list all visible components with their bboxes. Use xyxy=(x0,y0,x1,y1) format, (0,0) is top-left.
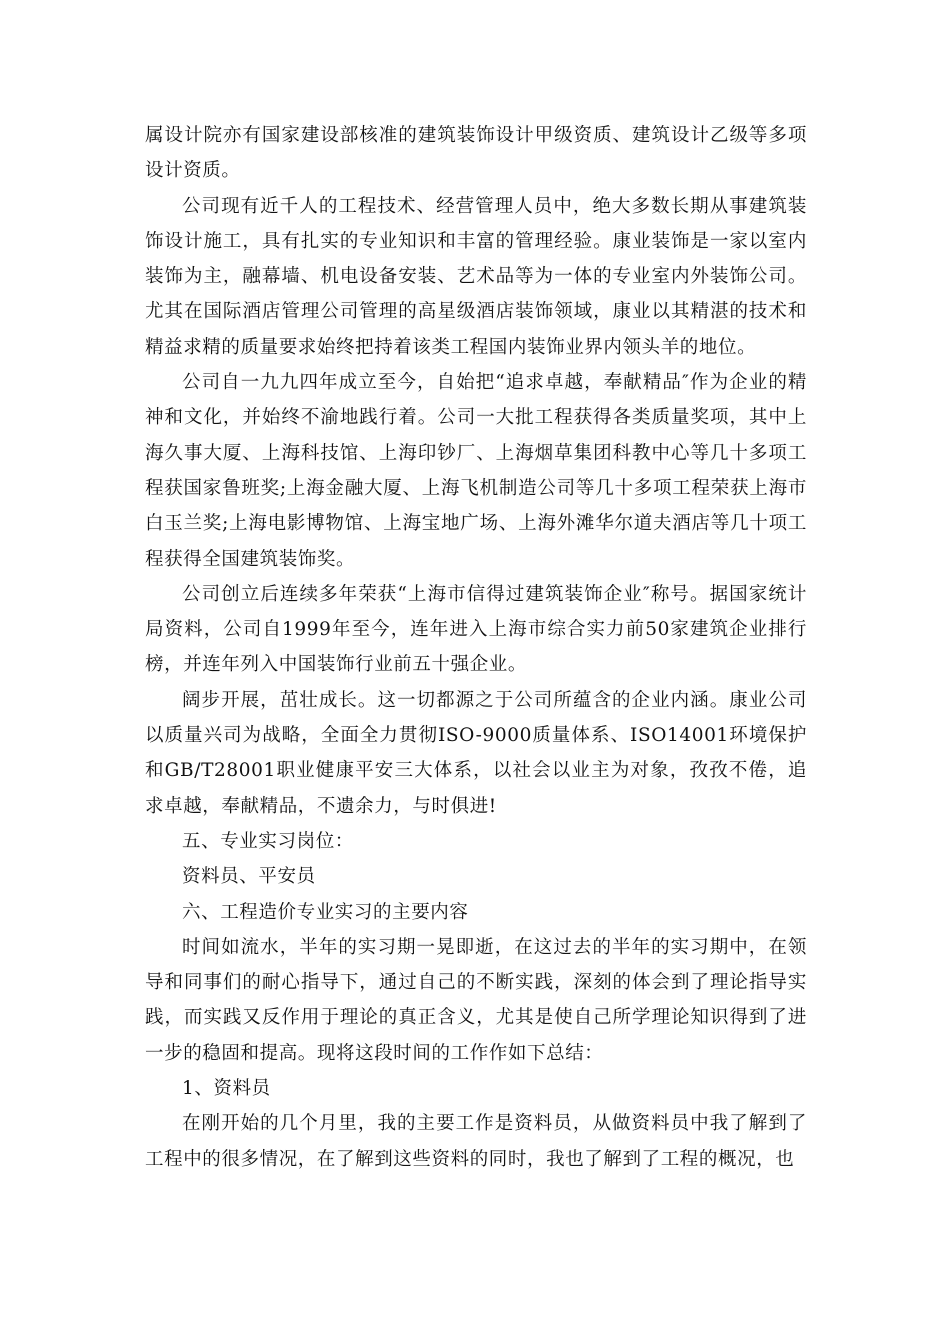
document-body xyxy=(145,118,807,1177)
paragraph-history: 公司自一九九四年成立至今，自始把“追求卓越，奉献精品″作为企业的精神和文化，并始终不渝地践行着。公司一大批工程获得各类质量奖项，其中上海久事大厦、上海科技馆、上海印钞厂、上海烟草集团科教中心等几十多项工程获国家鲁班奖;上海金融大厦、上海飞机制造公司等几十多项工程荣获上海市白玉兰奖;上海电影博物馆、上海宝地广场、上海外滩华尔道夫酒店等几十项工程获得全国建筑装饰奖。 xyxy=(145,372,807,570)
heading-internship-position: 五、专业实习岗位： xyxy=(182,830,354,852)
paragraph-qualifications: 属设计院亦有国家建设部核准的建筑装饰设计甲级资质、建筑设计乙级等多项设计资质。 xyxy=(145,125,807,182)
heading-document-clerk: 1、资料员 xyxy=(182,1078,271,1100)
paragraph-staff: 公司现有近千人的工程技术、经营管理人员中，绝大多数长期从事建筑装饰设计施工，具有扎实的专业知识和丰富的管理经验。康业装饰是一家以室内装饰为主，融幕墙、机电设备安装、艺术品等为一体的专业室内外装饰公司。尤其在国际酒店管理公司管理的高星级酒店装饰领域，康业以其精湛的技术和精益求精的质量要求始终把持着该类工程国内装饰业界内领头羊的地位。 xyxy=(145,195,807,358)
paragraph-positions: 资料员、平安员 xyxy=(182,866,316,888)
paragraph-summary: 时间如流水，半年的实习期一晃即逝，在这过去的半年的实习期中，在领导和同事们的耐心指导下，通过自己的不断实践，深刻的体会到了理论指导实践，而实践又反作用于理论的真正含义，尤其是使自己所学理论知识得到了进一步的稳固和提高。现将这段时间的工作作如下总结： xyxy=(145,936,807,1064)
paragraph-quality: 阔步开展，茁壮成长。这一切都源之于公司所蕴含的企业内涵。康业公司以质量兴司为战略，全面全力贯彻ISO-9000质量体系、ISO14001环境保护和GB/T28001职业健康平安三大体系，以社会以业主为对象，孜孜不倦，追求卓越，奉献精品，不遗余力，与时俱进! xyxy=(145,689,807,817)
paragraph-honors: 公司创立后连续多年荣获“上海市信得过建筑装饰企业″称号。据国家统计局资料，公司自1999年至今，连年进入上海市综合实力前50家建筑企业排行榜，并连年列入中国装饰行业前五十强企业。 xyxy=(145,583,807,676)
paragraph-document-clerk: 在刚开始的几个月里，我的主要工作是资料员，从做资料员中我了解到了工程中的很多情况，在了解到这些资料的同时，我也了解到了工程的概况，也 xyxy=(145,1113,807,1170)
heading-internship-content: 六、工程造价专业实习的主要内容 xyxy=(182,901,469,923)
